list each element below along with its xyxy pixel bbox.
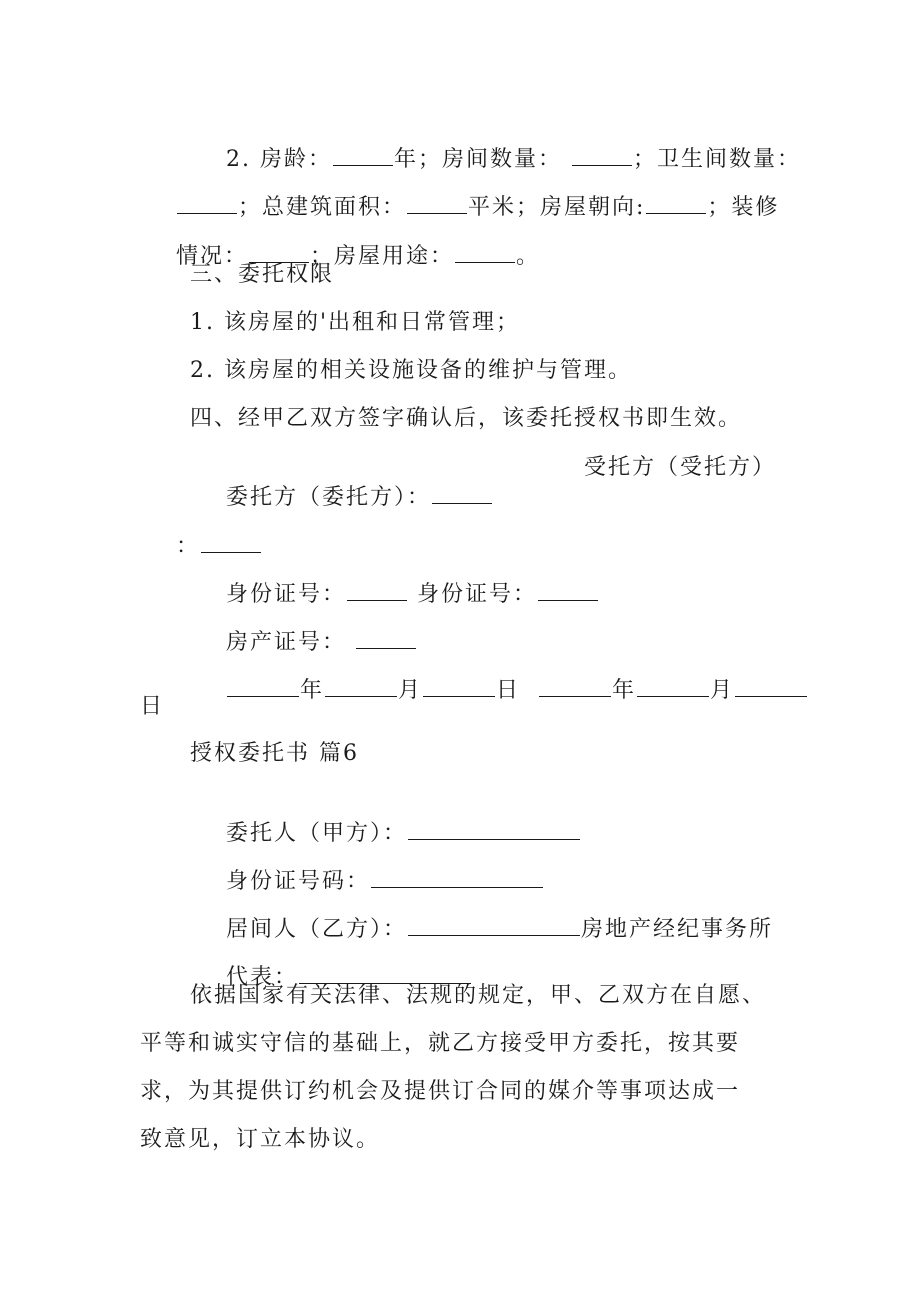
blank-field[interactable] [539, 676, 611, 697]
blank-field[interactable] [325, 676, 397, 697]
authority-item-1: 1. 该房屋的'出租和日常管理； [190, 310, 521, 335]
paragraph-line-4: 致意见，订立本协议。 [140, 1127, 381, 1152]
section-3-title: 三、委托权限 [190, 262, 335, 287]
year-label: 年 [299, 678, 324, 703]
id-number-code-label: 身份证号码： [225, 869, 370, 894]
id-label-principal: 身份证号： [225, 582, 346, 607]
authority-item-2: 2. 该房屋的相关设施设备的维护与管理。 [190, 358, 632, 383]
decoration-label: ；装修 [707, 195, 780, 220]
month-label: 月 [398, 678, 423, 703]
principal-a-label: 委托人（甲方）： [225, 821, 407, 846]
blank-field[interactable] [227, 676, 299, 697]
condition-label: 情况： [175, 244, 248, 269]
blank-field[interactable] [646, 193, 706, 214]
representative-label: 代表： [225, 965, 298, 990]
paragraph-line-1: 依据国家有关法律、法规的规定，甲、乙双方在自愿、 [190, 983, 767, 1008]
section-4-text: 四、经甲乙双方签字确认后，该委托授权书即生效。 [190, 406, 743, 431]
heading-6: 授权委托书 篇6 [190, 741, 359, 766]
intermediary-suffix: 房地产经纪事务所 [581, 917, 774, 942]
agent-colon: ： [175, 534, 200, 559]
day-label-wrap: 日 [140, 694, 165, 719]
blank-field[interactable] [735, 676, 807, 697]
principal-label: 委托方（委托方）： [225, 485, 431, 510]
total-area-label: ；总建筑面积： [237, 195, 406, 220]
paragraph-line-2: 平等和诚实守信的基础上，就乙方接受甲方委托，按其要 [140, 1031, 741, 1056]
property-cert-label: 房产证号： [225, 630, 346, 655]
room-count-label: 年；房间数量： [393, 147, 562, 172]
period: 。 [516, 244, 541, 269]
paragraph-line-3: 求，为其提供订约机会及提供订合同的媒介等事项达成一 [140, 1079, 741, 1104]
house-age-label: 2. 房龄： [225, 147, 332, 172]
year-label: 年 [612, 678, 637, 703]
blank-field[interactable] [538, 580, 598, 601]
date-line [190, 646, 808, 736]
blank-field[interactable] [423, 676, 495, 697]
blank-field[interactable] [177, 193, 237, 214]
orientation-label: 平米；房屋朝向: [468, 195, 646, 220]
blank-field[interactable] [432, 483, 492, 504]
id-label-agent: 身份证号： [417, 582, 538, 607]
usage-label: ；房屋用途： [310, 244, 455, 269]
month-label: 月 [710, 678, 735, 703]
intermediary-label: 居间人（乙方）： [225, 917, 407, 942]
bathroom-count-label: ；卫生间数量： [632, 147, 801, 172]
blank-field[interactable] [455, 242, 515, 263]
blank-field[interactable] [637, 676, 709, 697]
blank-field[interactable] [407, 193, 467, 214]
agent-label: 受托方（受托方） [584, 455, 777, 480]
day-label: 日 [496, 678, 521, 703]
